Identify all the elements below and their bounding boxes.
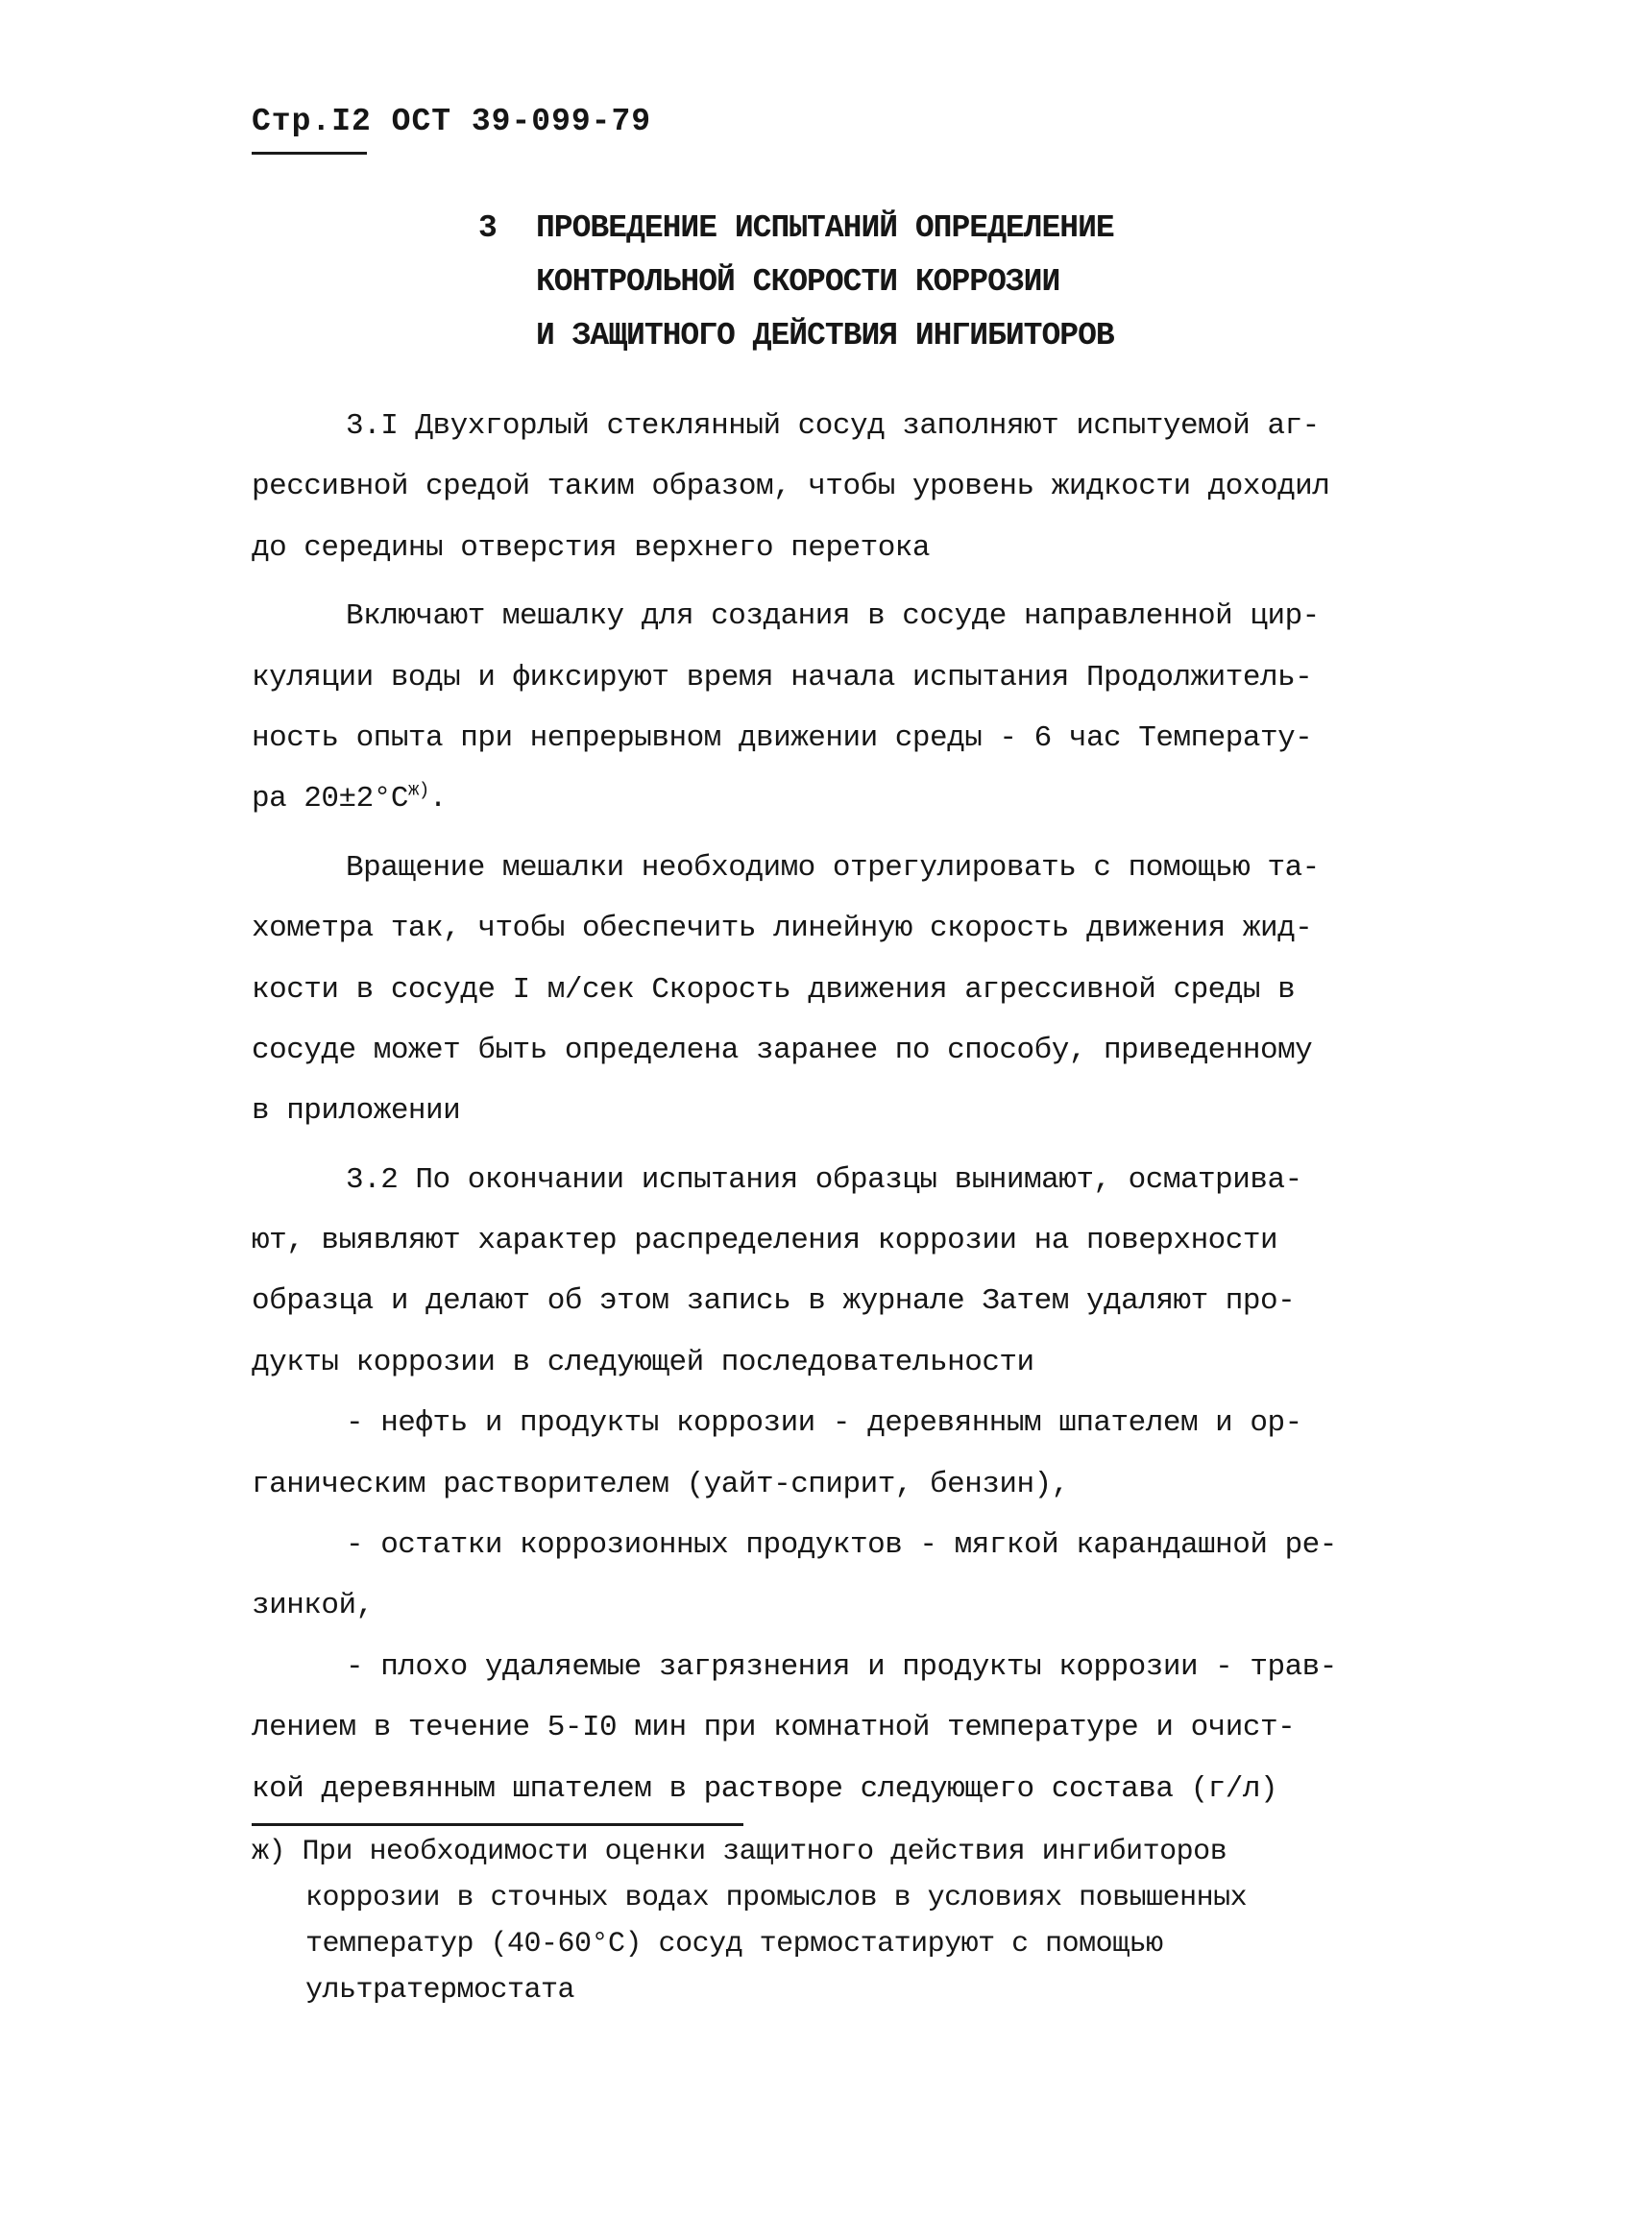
text-line: Включают мешалку для создания в сосуде направленной цир- — [346, 599, 1320, 634]
text-line: кости в сосуде I м/сек Скорость движения агрессивной среды в — [252, 972, 1296, 1007]
text-line: сосуде может быть определена заранее по способу, приведенному — [252, 1033, 1313, 1067]
footnote-marker: ж) — [252, 1836, 286, 1868]
footnote-line: ультратермостата — [305, 1974, 575, 2007]
page-number: Стр.I2 — [252, 104, 372, 139]
text-line: зинкой, — [252, 1589, 374, 1623]
paragraph-rotation — [252, 838, 1404, 1142]
footnote — [252, 1829, 1404, 2013]
text-line: ность опыта при непрерывном движении среды - 6 час Температу- — [252, 720, 1313, 755]
text-line: дукты коррозии в следующей последовательности — [252, 1345, 1034, 1379]
paragraph-mixer — [252, 586, 1404, 830]
temperature-text: ра 20±2°C — [252, 782, 408, 816]
footnote-line: При необходимости оценки защитного действия ингибиторов — [302, 1836, 1227, 1868]
list-item — [252, 1515, 1404, 1637]
text-line: образца и делают об этом запись в журнале Затем удаляют про- — [252, 1284, 1296, 1319]
section-title-line: ПРОВЕДЕНИЕ ИСПЫТАНИЙ ОПРЕДЕЛЕНИЕ — [536, 210, 1114, 246]
section-title-line: КОНТРОЛЬНОЙ СКОРОСТИ КОРРОЗИИ — [536, 264, 1060, 300]
section-title-line: И ЗАЩИТНОГО ДЕЙСТВИЯ ИНГИБИТОРОВ — [536, 318, 1114, 353]
text-line: до середины отверстия верхнего перетока — [252, 530, 931, 565]
text-line: Вращение мешалки необходимо отрегулировать с помощью та- — [346, 850, 1320, 885]
list-item — [252, 1637, 1404, 1819]
footnote-reference: ж) — [407, 780, 429, 802]
footnote-line: температур (40-60°C) сосуд термостатируют с помощью — [305, 1928, 1163, 1961]
text-line: 3.I Двухгорлый стеклянный сосуд заполняют испытуемой аг- — [346, 409, 1320, 443]
text-line: хометра так, чтобы обеспечить линейную скорость движения жид- — [252, 912, 1313, 946]
paragraph-3-2 — [252, 1150, 1404, 1394]
text-line: лением в течение 5-I0 мин при комнатной температуре и очист- — [252, 1711, 1296, 1745]
text-line: - нефть и продукты коррозии - деревянным шпателем и ор- — [346, 1406, 1302, 1441]
section-number: 3 — [478, 210, 497, 246]
standard-code: ОСТ 39-099-79 — [391, 104, 652, 139]
paragraph-3-1 — [252, 396, 1404, 578]
text-line: рессивной средой таким образом, чтобы уровень жидкости доходил — [252, 470, 1330, 504]
text-line: в приложении — [252, 1094, 461, 1129]
text-line: кой деревянным шпателем в растворе следующего состава (г/л) — [252, 1771, 1278, 1806]
text-line: 3.2 По окончании испытания образцы вынимают, осматрива- — [346, 1162, 1302, 1197]
page-header — [252, 104, 651, 139]
text-line: ют, выявляют характер распределения коррозии на поверхности — [252, 1224, 1278, 1258]
list-item — [252, 1393, 1404, 1515]
text-line: - остатки коррозионных продуктов - мягкой карандашной ре- — [346, 1528, 1337, 1563]
text-line: куляции воды и фиксируют время начала испытания Продолжитель- — [252, 660, 1313, 694]
text-line: - плохо удаляемые загрязнения и продукты коррозии - трав- — [346, 1649, 1337, 1684]
header-underline — [252, 152, 367, 155]
footnote-rule — [252, 1823, 743, 1826]
footnote-line: коррозии в сточных водах промыслов в условиях повышенных — [305, 1882, 1248, 1914]
text-line — [252, 768, 1404, 829]
sentence-end: . — [428, 782, 447, 816]
text-line: ганическим растворителем (уайт-спирит, бензин), — [252, 1467, 1069, 1501]
body-text — [252, 396, 1404, 1819]
